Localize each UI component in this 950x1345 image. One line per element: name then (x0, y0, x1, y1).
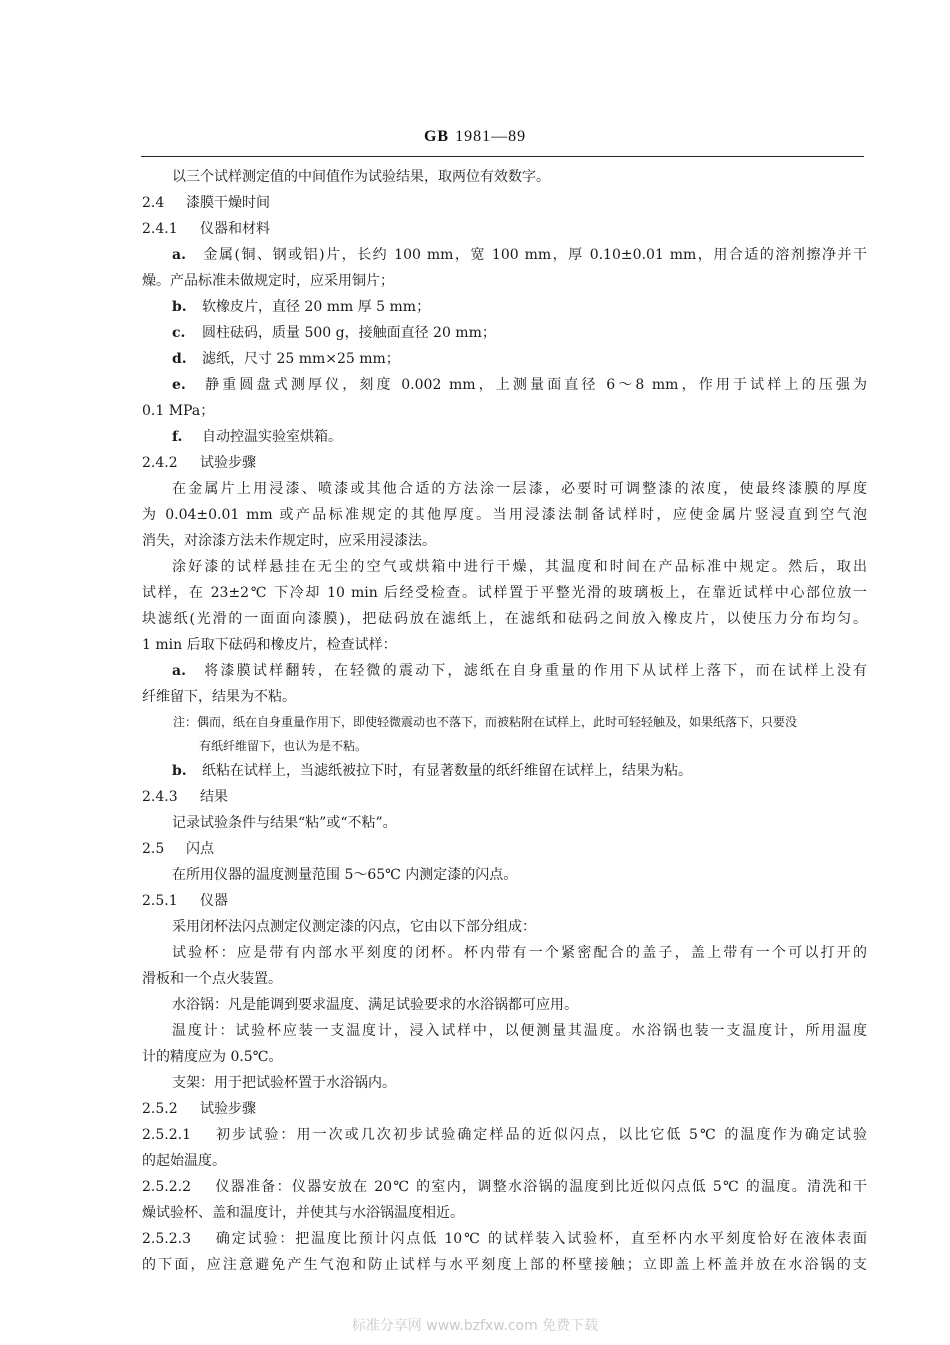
body-text-line: 在所用仪器的温度测量范围 5～65℃ 内测定漆的闪点。 (172, 867, 518, 883)
list-item-text: 静重圆盘式测厚仪，刻度 0.002 mm，上测量面直径 6～8 mm，作用于试样上的压强为 (202, 377, 867, 393)
section-number: 2.4 (142, 195, 165, 211)
list-item (142, 658, 867, 684)
list-item (142, 346, 867, 372)
list-item-text: 滤纸，尺寸 25 mm×25 mm； (202, 351, 400, 367)
section-heading (142, 190, 867, 216)
list-item-text: 将漆膜试样翻转，在轻微的震动下，滤纸在自身重量的作用下从试样上落下，而在试样上没有 (202, 663, 867, 679)
body-text-line: 的起始温度。 (142, 1153, 226, 1169)
section-number: 2.5.1 (142, 893, 178, 909)
list-item (142, 424, 867, 450)
body-text-line: 试验杯：应是带有内部水平刻度的闭杯。杯内带有一个紧密配合的盖子，盖上带有一个可以打开的 (172, 945, 867, 961)
section-title: 仪器和材料 (200, 221, 270, 237)
section-title: 漆膜干燥时间 (186, 195, 270, 211)
section-heading (142, 216, 867, 242)
list-item-marker: c. (172, 325, 186, 341)
list-item (142, 372, 867, 398)
list-item-marker: b. (172, 763, 187, 779)
section-number: 2.5 (142, 841, 165, 857)
body-text-line: 试样，在 23±2℃ 下冷却 10 min 后经受检查。试样置于平整光滑的玻璃板上，在靠近试样中心部位放一 (142, 585, 867, 601)
body-text-line: 支架：用于把试验杯置于水浴锅内。 (172, 1075, 396, 1091)
body-text-line: 0.1 MPa； (142, 403, 215, 419)
body-text-line: 纤维留下，结果为不粘。 (142, 689, 296, 705)
standard-number: 1981—89 (455, 128, 527, 145)
body-text-line: 计的精度应为 0.5℃。 (142, 1049, 283, 1065)
body-text-line: 涂好漆的试样悬挂在无尘的空气或烘箱中进行干燥，其温度和时间在产品标准中规定。然后，取出 (172, 559, 867, 575)
section-number: 2.4.3 (142, 789, 178, 805)
body-text-line: 采用闭杯法闪点测定仪测定漆的闪点，它由以下部分组成： (172, 919, 536, 935)
list-item (142, 294, 867, 320)
watermark-footer: 标准分享网 www.bzfxw.com 免费下载 (351, 1318, 599, 1334)
body-text-line: 以三个试样测定值的中间值作为试验结果，取两位有效数字。 (172, 169, 550, 185)
section-title: 初步试验：用一次或几次初步试验确定样品的近似闪点，以比它低 5℃ 的温度作为确定试验 (214, 1127, 867, 1143)
section-heading (142, 1122, 867, 1148)
list-item-text: 圆柱砝码，质量 500 g，接触面直径 20 mm； (202, 325, 496, 341)
body-text-line: 为 0.04±0.01 mm 或产品标准规定的其他厚度。当用浸漆法制备试样时，应使金属片竖浸直到空气泡 (142, 507, 867, 523)
section-title: 仪器准备：仪器安放在 20℃ 的室内，调整水浴锅的温度到比近似闪点低 5℃ 的温度。清洗和干 (214, 1179, 867, 1195)
body-text-line: 1 min 后取下砝码和橡皮片，检查试样： (142, 637, 397, 653)
body-text-line: 的下面，应注意避免产生气泡和防止试样与水平刻度上部的杯壁接触；立即盖上杯盖并放在水浴锅的支 (142, 1257, 867, 1273)
section-number: 2.4.1 (142, 221, 178, 237)
body-text-line: 滑板和一个点火装置。 (142, 971, 282, 987)
section-number: 2.5.2 (142, 1101, 178, 1117)
note-line: 有纸纤维留下，也认为是不粘。 (199, 739, 368, 753)
section-title: 结果 (200, 789, 228, 805)
section-heading (142, 888, 867, 914)
list-item-marker: a. (172, 663, 186, 679)
section-heading (142, 784, 867, 810)
body-text-line: 水浴锅：凡是能调到要求温度、满足试验要求的水浴锅都可应用。 (172, 997, 578, 1013)
section-number: 2.4.2 (142, 455, 178, 471)
list-item-marker: e. (172, 377, 186, 393)
note-line: 注：偶而，纸在自身重量作用下，即使轻微震动也不落下，而被粘附在试样上，此时可轻轻触及，如果纸落下，只要没 (173, 715, 798, 729)
header-rule (141, 156, 864, 157)
section-heading (142, 450, 867, 476)
body-text-line: 块滤纸(光滑的一面面向漆膜)，把砝码放在滤纸上，在滤纸和砝码之间放入橡皮片，以使压力分布均匀。 (142, 611, 867, 627)
list-item-text: 金属(铜、钢或铝)片，长约 100 mm，宽 100 mm，厚 0.10±0.01 mm，用合适的溶剂擦净并干 (202, 247, 867, 263)
section-heading (142, 1226, 867, 1252)
list-item-text: 纸粘在试样上，当滤纸被拉下时，有显著数量的纸纤维留在试样上，结果为粘。 (202, 763, 692, 779)
list-item-marker: f. (172, 429, 183, 445)
list-item-marker: b. (172, 299, 187, 315)
section-heading (142, 1174, 867, 1200)
section-title: 试验步骤 (200, 1101, 256, 1117)
body-text-line: 燥。产品标准未做规定时，应采用铜片； (142, 273, 394, 289)
list-item-marker: d. (172, 351, 187, 367)
section-number: 2.5.2.2 (142, 1179, 191, 1195)
document-body (142, 164, 867, 1278)
body-text-line: 在金属片上用浸漆、喷漆或其他合适的方法涂一层漆，必要时可调整漆的浓度，使最终漆膜的厚度 (172, 481, 867, 497)
body-text-line: 燥试验杯、盖和温度计，并使其与水浴锅温度相近。 (142, 1205, 464, 1221)
section-title: 确定试验：把温度比预计闪点低 10℃ 的试样装入试验杯，直至杯内水平刻度恰好在液体表面 (214, 1231, 867, 1247)
list-item-text: 软橡皮片，直径 20 mm 厚 5 mm； (202, 299, 431, 315)
section-heading (142, 836, 867, 862)
section-title: 试验步骤 (200, 455, 256, 471)
list-item-text: 自动控温实验室烘箱。 (202, 429, 342, 445)
section-heading (142, 1096, 867, 1122)
standard-prefix: GB (423, 128, 450, 145)
section-title: 仪器 (200, 893, 228, 909)
section-number: 2.5.2.3 (142, 1231, 191, 1247)
list-item (142, 758, 867, 784)
body-text-line: 温度计：试验杯应装一支温度计，浸入试样中，以便测量其温度。水浴锅也装一支温度计，所用温度 (172, 1023, 867, 1039)
list-item-marker: a. (172, 247, 186, 263)
list-item (142, 242, 867, 268)
section-title: 闪点 (186, 841, 214, 857)
body-text-line: 消失，对涂漆方法未作规定时，应采用浸漆法。 (142, 533, 436, 549)
list-item (142, 320, 867, 346)
body-text-line: 记录试验条件与结果“粘”或“不粘”。 (172, 815, 397, 831)
section-number: 2.5.2.1 (142, 1127, 191, 1143)
page-header (0, 128, 950, 146)
